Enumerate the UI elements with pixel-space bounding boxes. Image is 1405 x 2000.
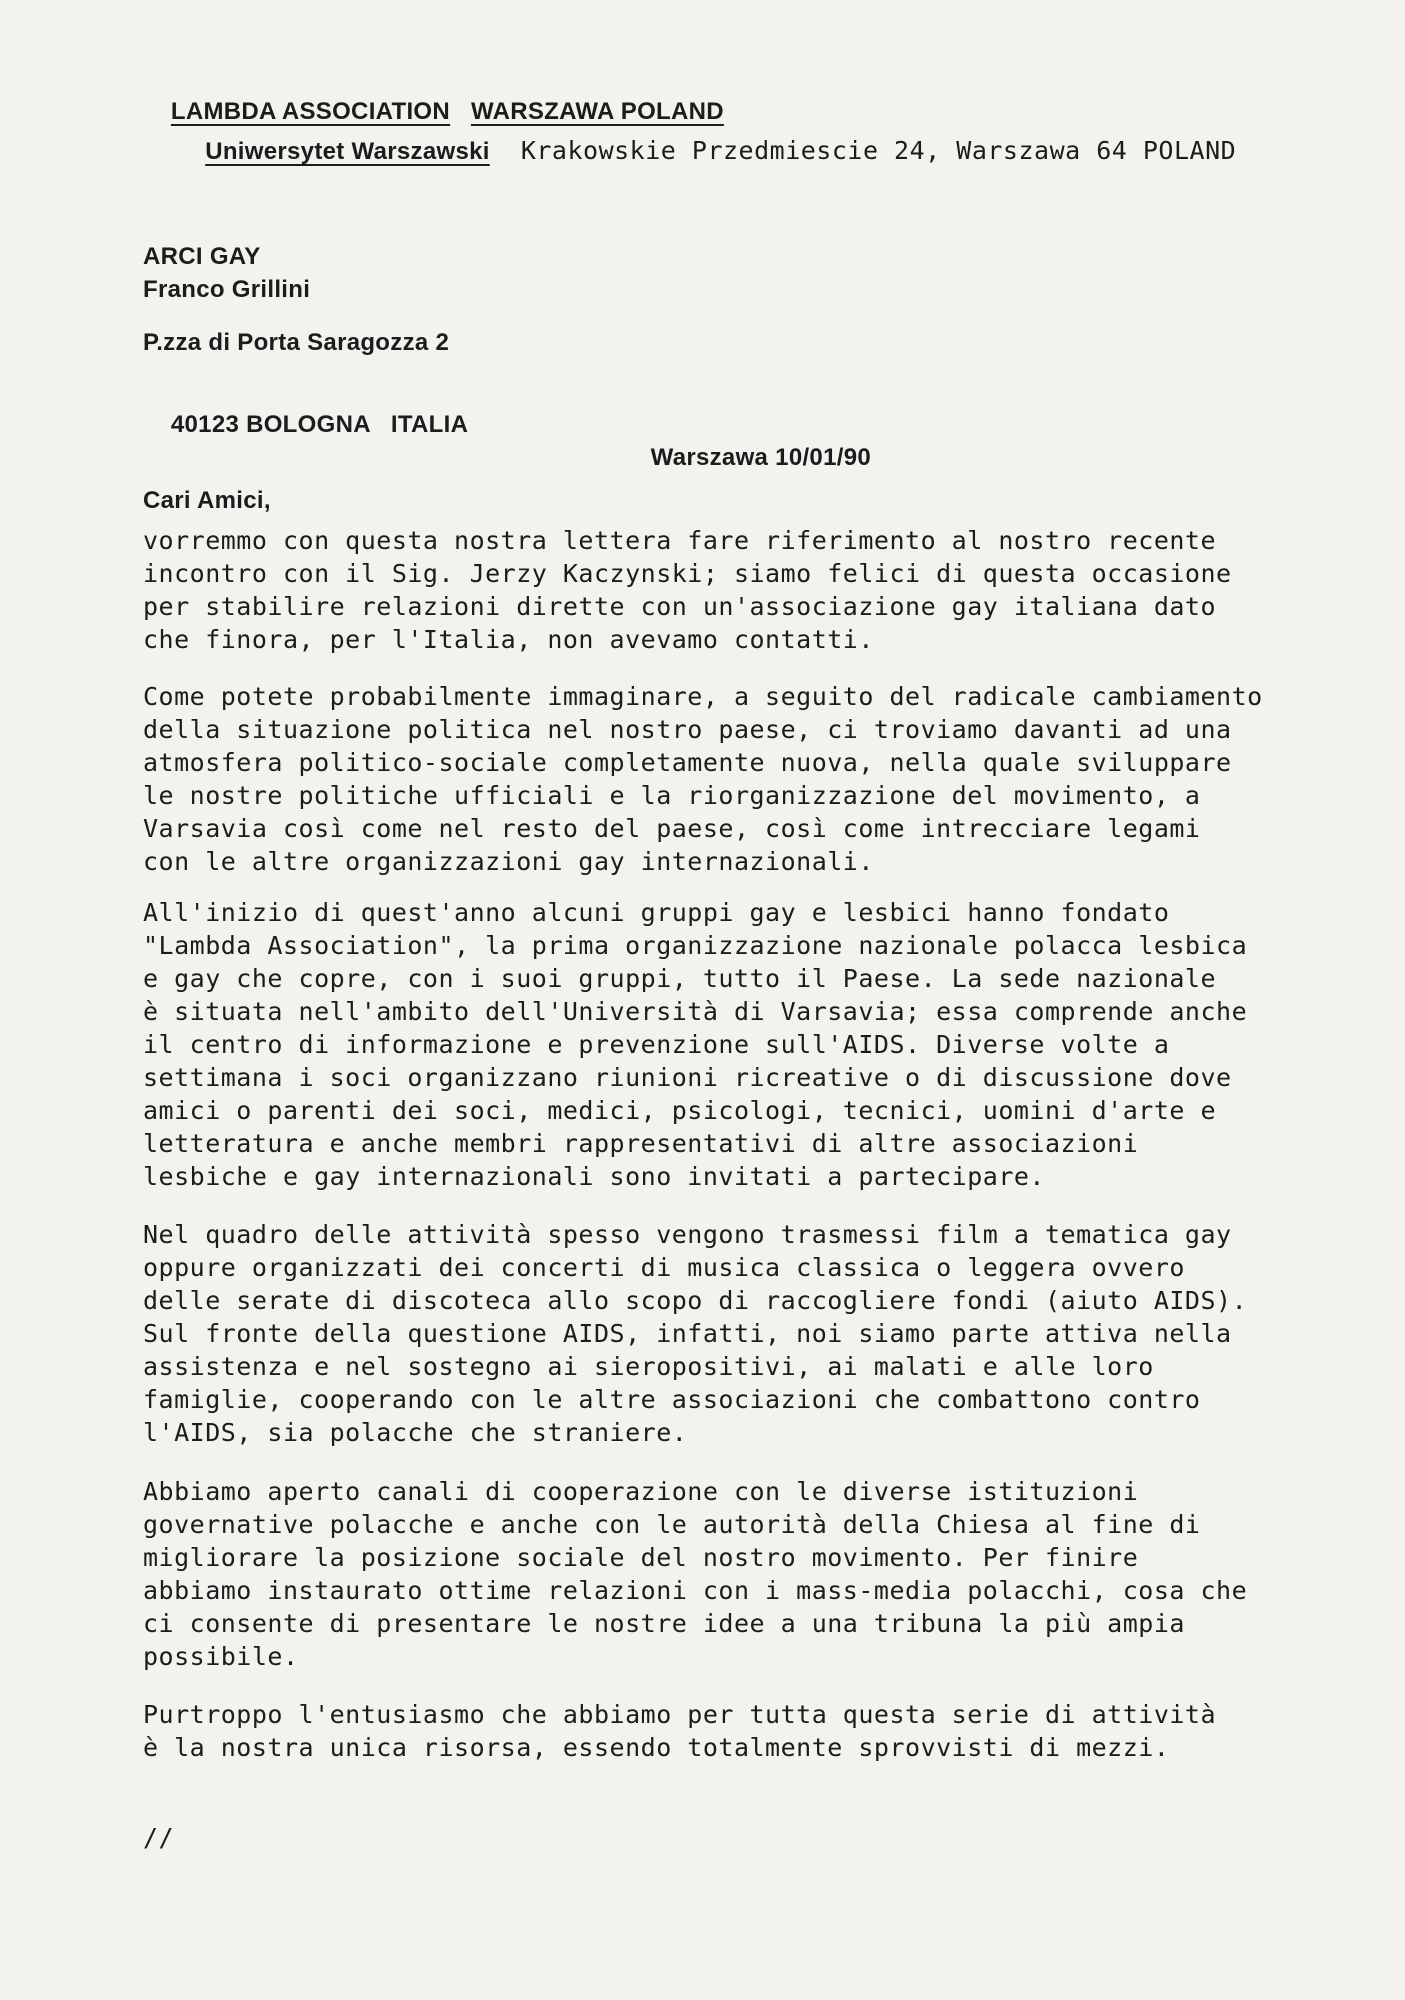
- paragraph-4-line: famiglie, cooperando con le altre associazioni che combattono contro: [143, 1385, 1201, 1414]
- continuation-mark: //: [143, 1823, 175, 1852]
- recipient-org: ARCI GAY: [143, 243, 261, 270]
- paragraph-4-line: Nel quadro delle attività spesso vengono trasmessi film a tematica gay: [143, 1220, 1232, 1249]
- paragraph-4-line: Sul fronte della questione AIDS, infatti, noi siamo parte attiva nella: [143, 1319, 1232, 1348]
- paragraph-3-line: settimana i soci organizzano riunioni ricreative o di discussione dove: [143, 1063, 1232, 1092]
- paragraph-3-line: il centro di informazione e prevenzione sull'AIDS. Diverse volte a: [143, 1030, 1170, 1059]
- paragraph-5-line: abbiamo instaurato ottime relazioni con i mass-media polacchi, cosa che: [143, 1576, 1248, 1605]
- paragraph-3-line: "Lambda Association", la prima organizzazione nazionale polacca lesbica: [143, 931, 1248, 960]
- paragraph-2-line: atmosfera politico-sociale completamente nuova, nella quale sviluppare: [143, 748, 1232, 777]
- paragraph-5-line: possibile.: [143, 1642, 299, 1671]
- letterhead-city: WARSZAWA POLAND: [470, 98, 724, 125]
- paragraph-5-line: migliorare la posizione sociale del nostro movimento. Per finire: [143, 1543, 1139, 1572]
- paragraph-4-line: delle serate di discoteca allo scopo di raccogliere fondi (aiuto AIDS).: [143, 1286, 1248, 1315]
- recipient-city: 40123 BOLOGNA: [170, 411, 370, 438]
- paragraph-1-line: vorremmo con questa nostra lettera fare riferimento al nostro recente: [143, 526, 1217, 555]
- paragraph-5-line: ci consente di presentare le nostre idee a una tribuna la più ampia: [143, 1609, 1185, 1638]
- paragraph-6-line: è la nostra unica risorsa, essendo totalmente sprovvisti di mezzi.: [143, 1733, 1170, 1762]
- paragraph-1-line: che finora, per l'Italia, non avevamo contatti.: [143, 625, 874, 654]
- recipient-name: Franco Grillini: [143, 276, 311, 303]
- salutation: Cari Amici,: [143, 487, 271, 514]
- paragraph-5-line: governative polacche e anche con le autorità della Chiesa al fine di: [143, 1510, 1201, 1539]
- recipient-street: P.zza di Porta Saragozza 2: [143, 329, 450, 356]
- paragraph-2-line: Come potete probabilmente immaginare, a seguito del radicale cambiamento: [143, 682, 1263, 711]
- paragraph-1-line: incontro con il Sig. Jerzy Kaczynski; siamo felici di questa occasione: [143, 559, 1232, 588]
- paragraph-3-line: e gay che copre, con i suoi gruppi, tutto il Paese. La sede nazionale: [143, 964, 1217, 993]
- recipient-country: ITALIA: [390, 411, 469, 438]
- paragraph-2-line: della situazione politica nel nostro paese, ci troviamo davanti ad una: [143, 715, 1232, 744]
- paragraph-3-line: All'inizio di quest'anno alcuni gruppi gay e lesbici hanno fondato: [143, 898, 1170, 927]
- paragraph-2-line: con le altre organizzazioni gay internazionali.: [143, 847, 874, 876]
- paragraph-3-line: letteratura e anche membri rappresentativi di altre associazioni: [143, 1129, 1139, 1158]
- paragraph-1-line: per stabilire relazioni dirette con un'associazione gay italiana dato: [143, 592, 1217, 621]
- paragraph-3-line: lesbiche e gay internazionali sono invitati a partecipare.: [143, 1162, 1045, 1191]
- letterhead-university: Uniwersytet Warszawski: [205, 138, 490, 165]
- recipient-city-line: [143, 375, 1143, 507]
- letterhead-address: Krakowskie Przedmiescie 24, Warszawa 64 POLAND: [520, 136, 1237, 165]
- paragraph-5-line: Abbiamo aperto canali di cooperazione con le diverse istituzioni: [143, 1477, 1139, 1506]
- paragraph-4-line: l'AIDS, sia polacche che straniere.: [143, 1418, 688, 1447]
- letterhead-line-2: [143, 101, 1236, 201]
- paragraph-6-line: Purtroppo l'entusiasmo che abbiamo per tutta questa serie di attività: [143, 1700, 1217, 1729]
- paragraph-3-line: è situata nell'ambito dell'Università di Varsavia; essa comprende anche: [143, 997, 1248, 1026]
- paragraph-2-line: Varsavia così come nel resto del paese, così come intrecciare legami: [143, 814, 1201, 843]
- paragraph-2-line: le nostre politiche ufficiali e la riorganizzazione del movimento, a: [143, 781, 1201, 810]
- paragraph-3-line: amici o parenti dei soci, medici, psicologi, tecnici, uomini d'arte e: [143, 1096, 1217, 1125]
- paragraph-4-line: assistenza e nel sostegno ai sieropositivi, ai malati e alle loro: [143, 1352, 1154, 1381]
- letter-date: Warszawa 10/01/90: [650, 444, 871, 471]
- letterhead-org: LAMBDA ASSOCIATION: [170, 98, 451, 125]
- paragraph-4-line: oppure organizzati dei concerti di musica classica o leggera ovvero: [143, 1253, 1185, 1282]
